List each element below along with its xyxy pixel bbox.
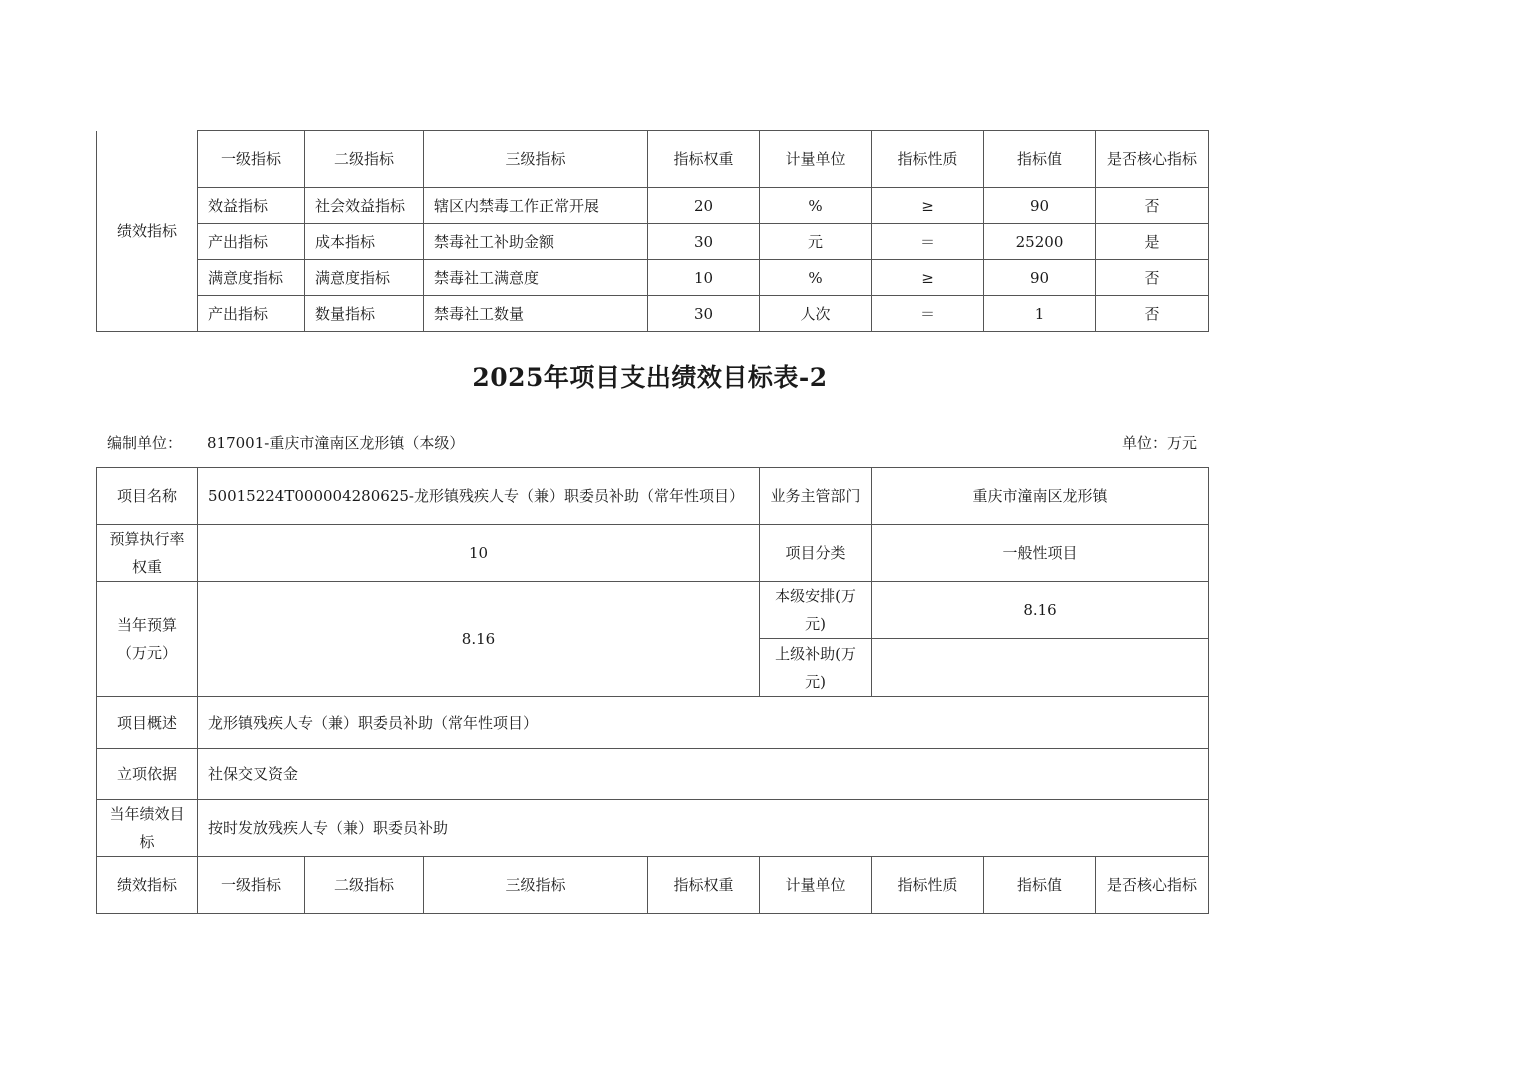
table-row (97, 260, 1209, 296)
header-level2: 二级指标 (305, 131, 424, 188)
local-allocation-label: 本级安排(万元) (760, 582, 872, 639)
header-nature: 指标性质 (872, 131, 984, 188)
budget-value: 8.16 (198, 582, 760, 697)
department-label: 业务主管部门 (760, 468, 872, 525)
header-level1: 一级指标 (198, 857, 305, 914)
header-value: 指标值 (984, 131, 1096, 188)
header-weight: 指标权重 (648, 131, 760, 188)
annual-goal-label: 当年绩效目标 (97, 800, 198, 857)
annual-goal-value: 按时发放残疾人专（兼）职委员补助 (198, 800, 1209, 857)
header-unit: 计量单位 (760, 131, 872, 188)
header-unit: 计量单位 (760, 857, 872, 914)
table-row (97, 188, 1209, 224)
cell-unit: % (760, 188, 872, 224)
category-value: 一般性项目 (872, 525, 1209, 582)
cell-unit: % (760, 260, 872, 296)
page-title: 2025年项目支出绩效目标表-2 (472, 363, 828, 392)
header-level1: 一级指标 (198, 131, 305, 188)
header-value: 指标值 (984, 857, 1096, 914)
performance-indicator-table-top (96, 130, 1209, 332)
cell-level3: 辖区内禁毒工作正常开展 (424, 188, 648, 224)
cell-level1: 满意度指标 (198, 260, 305, 296)
cell-level3: 禁毒社工数量 (424, 296, 648, 332)
cell-level1: 产出指标 (198, 296, 305, 332)
execution-rate-label: 预算执行率权重 (97, 525, 198, 582)
cell-level3: 禁毒社工满意度 (424, 260, 648, 296)
cell-unit: 人次 (760, 296, 872, 332)
basis-label: 立项依据 (97, 749, 198, 800)
cell-core: 否 (1096, 188, 1209, 224)
cell-weight: 30 (648, 224, 760, 260)
department-value: 重庆市潼南区龙形镇 (872, 468, 1209, 525)
cell-level2: 成本指标 (305, 224, 424, 260)
cell-level2: 社会效益指标 (305, 188, 424, 224)
project-target-table (96, 467, 1209, 914)
cell-level1: 产出指标 (198, 224, 305, 260)
cell-weight: 30 (648, 296, 760, 332)
table-row (97, 224, 1209, 260)
basis-value: 社保交叉资金 (198, 749, 1209, 800)
header-level3: 三级指标 (424, 131, 648, 188)
currency-unit: 单位：万元 (1121, 434, 1197, 452)
cell-unit: 元 (760, 224, 872, 260)
cell-weight: 10 (648, 260, 760, 296)
document-meta (107, 431, 1197, 455)
cell-weight: 20 (648, 188, 760, 224)
cell-core: 否 (1096, 296, 1209, 332)
header-level3: 三级指标 (424, 857, 648, 914)
header-nature: 指标性质 (872, 857, 984, 914)
project-name-value: 50015224T000004280625-龙形镇残疾人专（兼）职委员补助（常年性项目） (198, 468, 760, 525)
cell-nature: ＝ (872, 296, 984, 332)
performance-label: 绩效指标 (97, 857, 198, 914)
upper-subsidy-value (872, 639, 1209, 697)
header-core: 是否核心指标 (1096, 131, 1209, 188)
cell-core: 否 (1096, 260, 1209, 296)
table-row (97, 296, 1209, 332)
cell-nature: ≥ (872, 188, 984, 224)
budget-label: 当年预算（万元） (97, 582, 198, 697)
upper-subsidy-label: 上级补助(万元) (760, 639, 872, 697)
header-weight: 指标权重 (648, 857, 760, 914)
summary-value: 龙形镇残疾人专（兼）职委员补助（常年性项目） (198, 697, 1209, 749)
local-allocation-value: 8.16 (872, 582, 1209, 639)
cell-core: 是 (1096, 224, 1209, 260)
cell-level3: 禁毒社工补助金额 (424, 224, 648, 260)
header-level2: 二级指标 (305, 857, 424, 914)
cell-value: 90 (984, 188, 1096, 224)
summary-label: 项目概述 (97, 697, 198, 749)
cell-level2: 数量指标 (305, 296, 424, 332)
execution-rate-value: 10 (198, 525, 760, 582)
cell-nature: ≥ (872, 260, 984, 296)
compiling-unit-label: 编制单位： (107, 434, 183, 452)
compiling-unit-value: 817001-重庆市潼南区龙形镇（本级） (207, 434, 465, 452)
row-header-performance: 绩效指标 (97, 131, 198, 332)
category-label: 项目分类 (760, 525, 872, 582)
cell-value: 25200 (984, 224, 1096, 260)
cell-value: 90 (984, 260, 1096, 296)
project-name-label: 项目名称 (97, 468, 198, 525)
cell-level1: 效益指标 (198, 188, 305, 224)
cell-value: 1 (984, 296, 1096, 332)
cell-level2: 满意度指标 (305, 260, 424, 296)
cell-nature: ＝ (872, 224, 984, 260)
header-core: 是否核心指标 (1096, 857, 1209, 914)
